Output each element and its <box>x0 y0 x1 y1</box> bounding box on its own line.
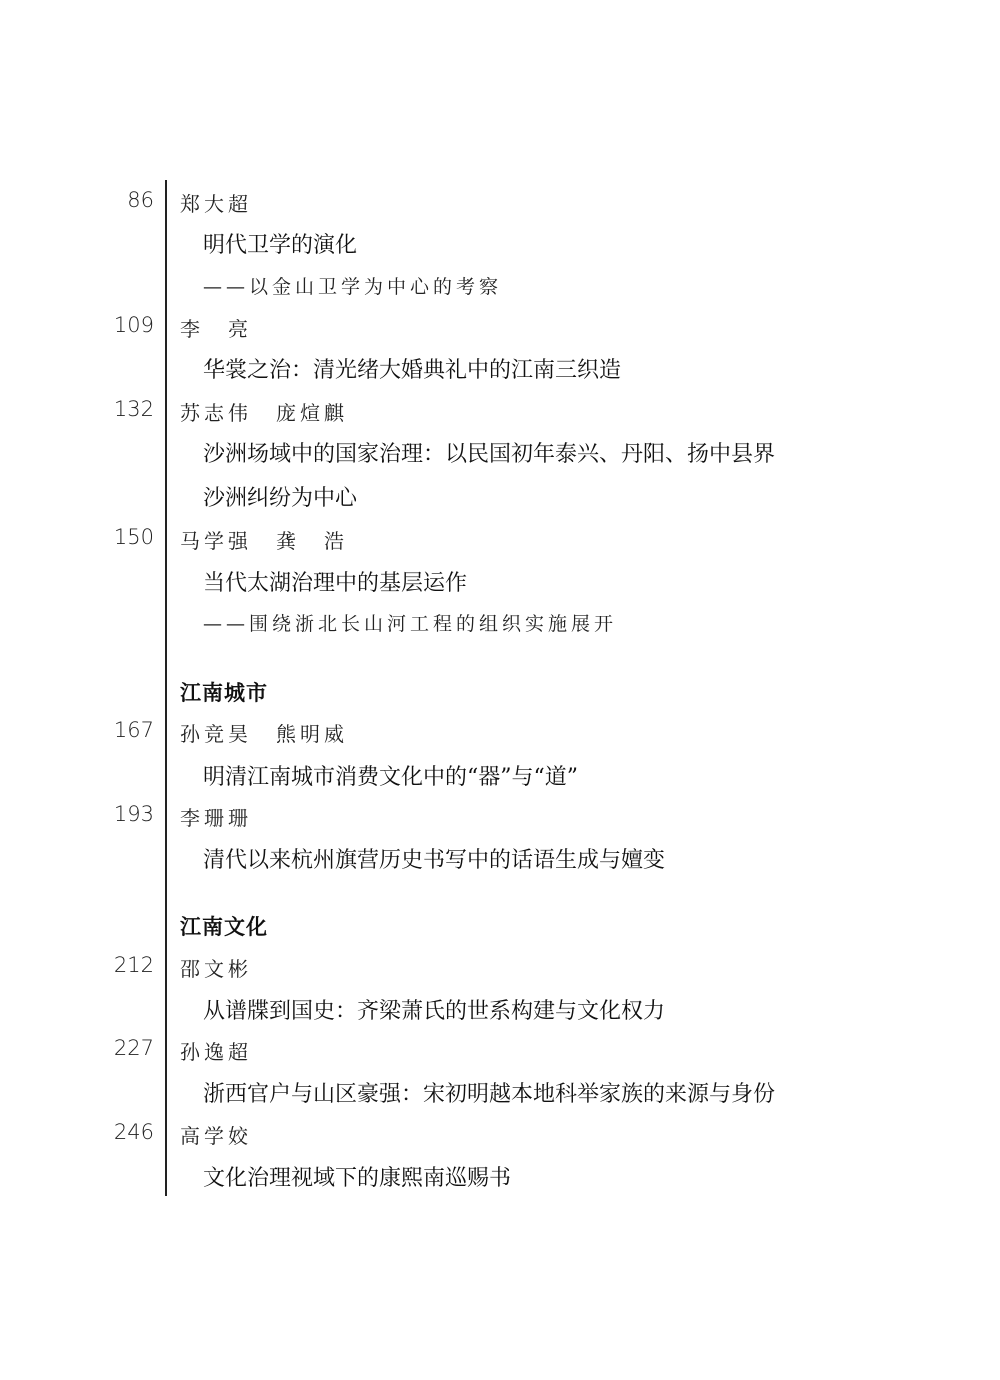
author-name: 马学强 龚 浩 <box>180 529 348 553</box>
page-number: 132 <box>113 397 154 421</box>
article-title[interactable]: 明清江南城市消费文化中的“器”与“道” <box>203 765 578 790</box>
author-name: 郑大超 <box>180 192 252 216</box>
page-number: 109 <box>113 313 154 337</box>
article-title-continued[interactable]: 沙洲纠纷为中心 <box>203 486 358 511</box>
page-number: 227 <box>113 1036 154 1060</box>
section-heading-city: 江南城市 <box>180 681 268 705</box>
author-name: 孙逸超 <box>180 1040 252 1064</box>
page-number: 167 <box>113 718 154 742</box>
article-subtitle: ——以金山卫学为中心的考察 <box>203 276 503 298</box>
author-name: 孙竞昊 熊明威 <box>180 722 348 746</box>
page-number: 193 <box>113 802 154 826</box>
vertical-divider-line <box>165 180 167 1196</box>
page-number: 246 <box>113 1120 154 1144</box>
page-number: 86 <box>127 188 154 212</box>
article-subtitle: ——围绕浙北长山河工程的组织实施展开 <box>203 613 618 635</box>
article-title[interactable]: 从谱牒到国史：齐梁萧氏的世系构建与文化权力 <box>203 999 666 1024</box>
article-title[interactable]: 清代以来杭州旗营历史书写中的话语生成与嬗变 <box>203 848 666 873</box>
article-title[interactable]: 明代卫学的演化 <box>203 233 358 258</box>
author-name: 李珊珊 <box>180 806 252 830</box>
article-title[interactable]: 文化治理视域下的康熙南巡赐书 <box>203 1166 512 1191</box>
page-number: 150 <box>113 525 154 549</box>
author-name: 苏志伟 庞煊麒 <box>180 401 348 425</box>
article-title[interactable]: 浙西官户与山区豪强：宋初明越本地科举家族的来源与身份 <box>203 1082 776 1107</box>
author-name: 邵文彬 <box>180 957 252 981</box>
author-name: 高学姣 <box>180 1124 252 1148</box>
article-title[interactable]: 华裳之治：清光绪大婚典礼中的江南三织造 <box>203 358 622 383</box>
section-heading-culture: 江南文化 <box>180 915 268 939</box>
page-number: 212 <box>113 953 154 977</box>
author-name: 李 亮 <box>180 317 252 341</box>
article-title[interactable]: 当代太湖治理中的基层运作 <box>203 571 468 596</box>
article-title[interactable]: 沙洲场域中的国家治理：以民国初年泰兴、丹阳、扬中县界 <box>203 442 776 467</box>
